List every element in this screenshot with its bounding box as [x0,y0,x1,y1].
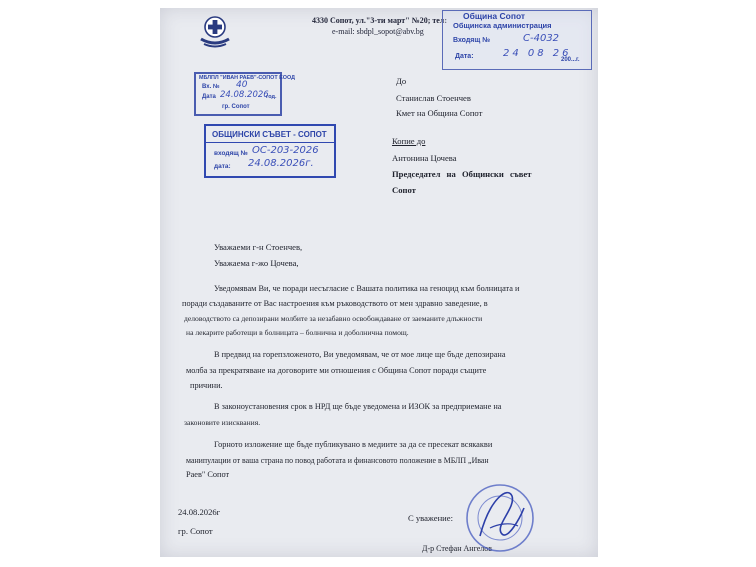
hospital-incoming-label: Вх. № [202,84,220,90]
body-p4-line3: Раев" Сопот [186,470,230,479]
addressee-position: Кмет на Община Сопот [396,108,483,118]
council-incoming-label: входящ № [214,150,248,157]
council-incoming-number: ОС-203-2026 [252,145,319,156]
body-p2-line2: молба за прекратяване на договорите ми отношения с Община Сопот поради същите [186,366,487,375]
footer-date: 24.08.2026г [178,507,221,517]
municipality-date-value: 24 08 26 [503,48,572,59]
to-label: До [396,76,407,86]
hospital-date-value: 24.08.2026 [220,90,269,100]
footer-closing: С уважение: [408,513,453,523]
body-p3-line2: законовите изисквания. [184,418,261,427]
greeting-line-2: Уважаема г-жо Цочева, [214,258,299,268]
body-p1-line2: поради създаваните от Вас настроения към ръководството от мен здравно заведение, в [182,299,488,308]
body-p2-line1: В предвид на горепзложеното, Ви уведомявам, че от мое лице ще бъде депозирана [214,350,506,359]
council-date-label: дата: [214,163,231,170]
red-cross-logo-icon [198,14,232,48]
letter-page [160,8,598,557]
hospital-date-label: Дата [202,94,216,100]
copy-label: Копие до [392,136,426,146]
body-p1-line3: деловодството са депозирани молбите за незабавно освобождаване от заеманите длъжности [184,314,483,323]
signatory-name: Д-р Стефан Ангелов [422,544,493,553]
council-stamp-divider [206,142,334,143]
body-p4-line1: Горното изложение ще бъде публикувано в медиите за да се пресекат всякакви [214,440,493,449]
copy-position-line1: Председател на Общински съвет [392,169,532,179]
municipality-stamp-subtitle: Общинска администрация [453,21,552,30]
council-stamp-title: ОБЩИНСКИ СЪВЕТ - СОПОТ [212,130,327,139]
round-seal-icon [450,478,540,554]
municipality-stamp-title: Община Сопот [463,11,526,21]
municipality-date-label: Дата: [455,53,474,60]
letterhead-address: 4330 Сопот, ул."3-ти март" №20; тел: [312,16,447,25]
council-registration-stamp [204,124,336,178]
body-p3-line1: В законоустановения срок в НРД ще бъде уведомена и ИЗОК за предприемане на [214,402,502,411]
hospital-date-suffix: год. [266,94,277,100]
footer-city: гр. Сопот [178,526,213,536]
body-p4-line2: манипулации от ваша страна по повод работата и финансовото положение в МБЛП „Иван [186,456,489,465]
letterhead-email: e-mail: sbdpl_sopot@abv.bg [332,27,424,36]
copy-position-line2: Сопот [392,185,416,195]
body-p1-line1: Уведомявам Ви, че поради несъгласие с Вашата политика на геноцид към болницата и [214,284,520,293]
addressee-name: Станислав Стоенчев [396,93,471,103]
body-p2-line3: причини. [190,381,223,390]
body-p1-line4: на лекарите работещи в болницата – болнична и доболнична помощ. [186,328,409,337]
hospital-registration-stamp [194,72,295,116]
council-date-value: 24.08.2026г. [248,158,314,169]
municipality-registration-stamp [442,10,592,70]
municipality-year-suffix: 200...г. [561,57,580,63]
hospital-stamp-title: МБЛПЛ "ИВАН РАЕВ"-СОПОТ ЕООД [199,75,295,81]
municipality-incoming-number: С-4032 [523,33,560,44]
hospital-incoming-number: 40 [236,80,248,90]
hospital-stamp-city: гр. Сопот [222,104,250,110]
copy-name: Антонина Цочева [392,153,457,163]
municipality-incoming-label: Входящ № [453,37,491,44]
greeting-line-1: Уважаеми г-н Стоенчев, [214,242,303,252]
